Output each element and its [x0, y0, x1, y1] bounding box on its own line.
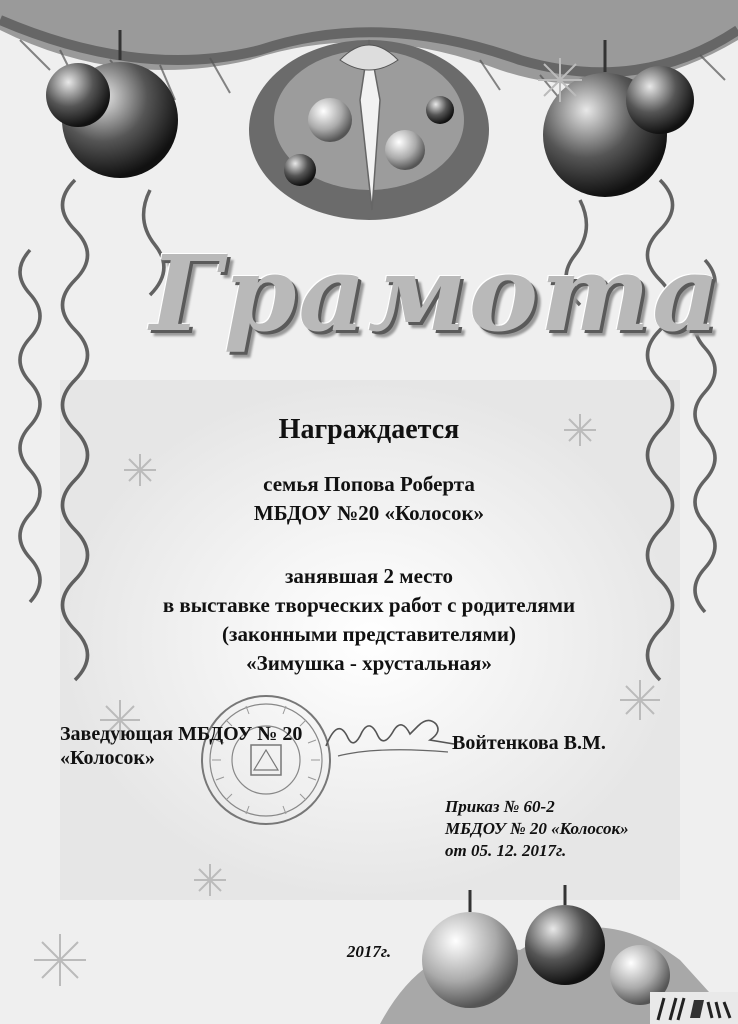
recipient-institution: МБДОУ №20 «Колосок»	[253, 501, 485, 525]
certificate-title: Грамота	[150, 232, 722, 355]
achievement-block	[0, 562, 738, 678]
achievement-event-cont: (законными представителями)	[222, 622, 516, 646]
achievement-place: занявшая 2 место	[284, 564, 454, 588]
order-date: от 05. 12. 2017г.	[445, 841, 567, 860]
order-number: Приказ № 60-2	[445, 797, 555, 816]
head-position-line2: «Колосок»	[60, 747, 155, 769]
corner-tag	[650, 992, 738, 1024]
achievement-exhibition-name: «Зимушка - хрустальная»	[246, 651, 492, 675]
order-reference	[445, 796, 629, 862]
head-position	[60, 722, 302, 770]
signature	[318, 706, 458, 772]
head-name: Войтенкова В.М.	[452, 732, 606, 754]
head-position-line1: Заведующая МБДОУ № 20	[60, 723, 303, 745]
issue-year: 2017г.	[346, 942, 392, 961]
recipient-name: семья Попова Роберта	[263, 472, 475, 496]
order-institution: МБДОУ № 20 «Колосок»	[445, 819, 629, 838]
awarded-heading: Награждается	[278, 414, 460, 445]
achievement-event: в выставке творческих работ с родителями	[162, 593, 576, 617]
recipient-block	[0, 470, 738, 528]
